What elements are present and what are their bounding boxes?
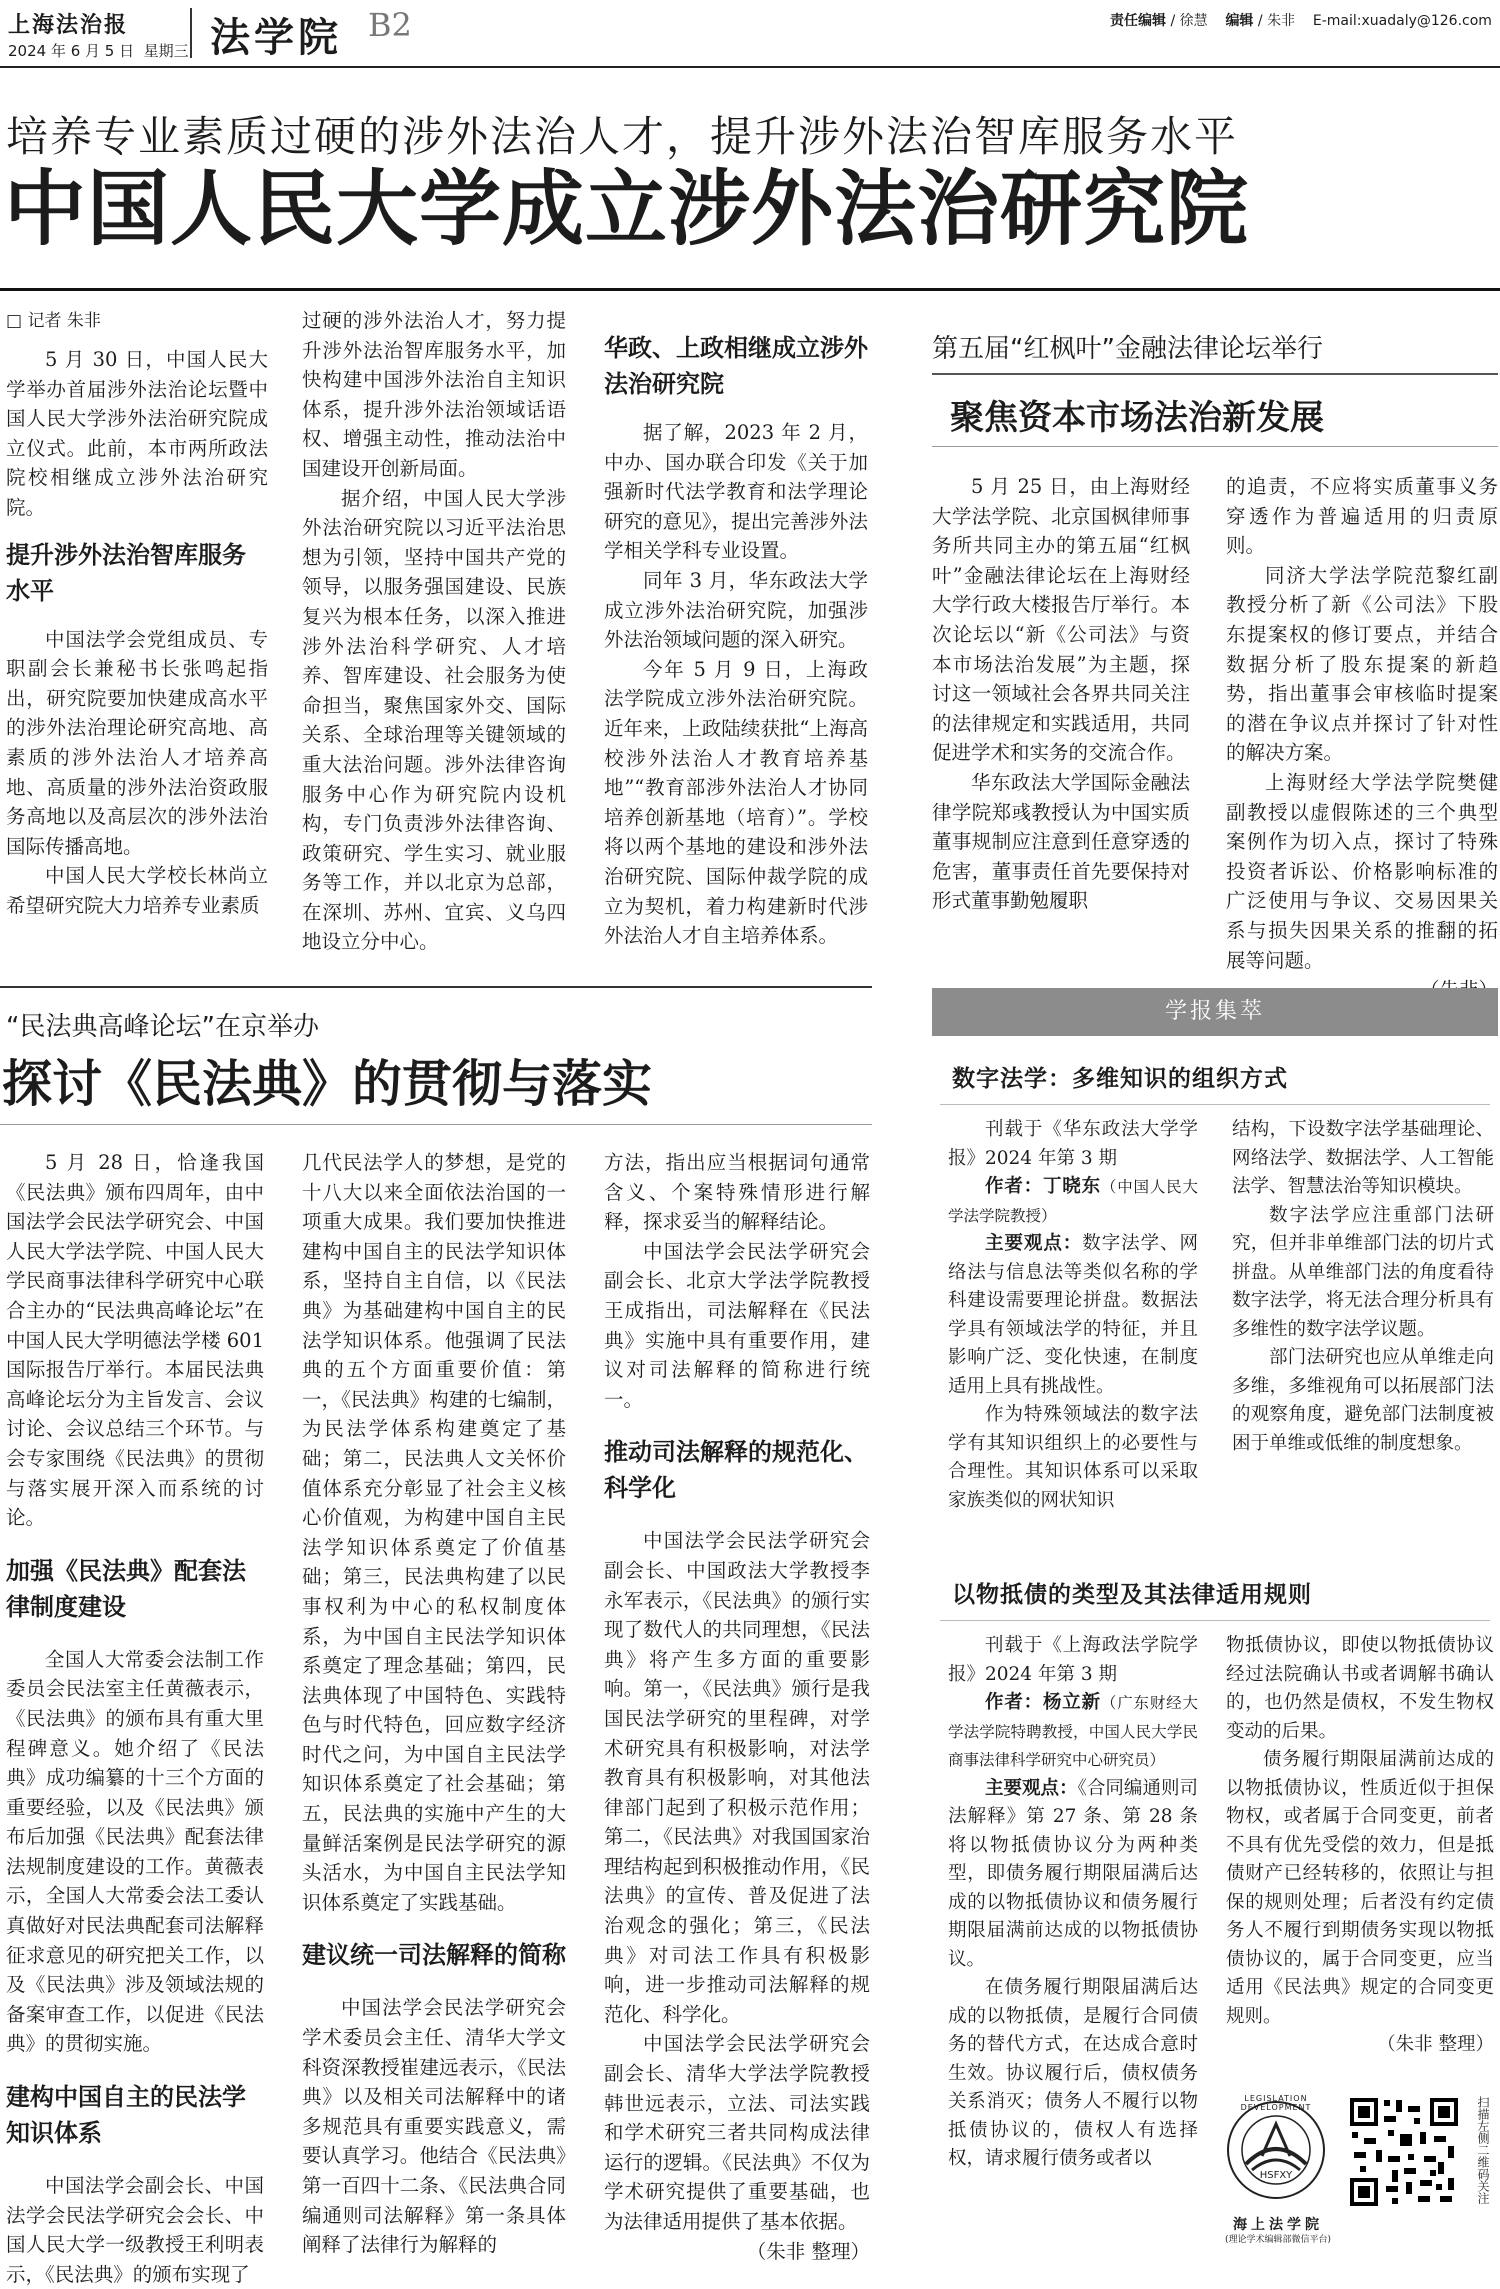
forum-paragraph: 的追责，不应将实质董事义务穿透作为普遍适用的归责原则。 [1226, 475, 1498, 558]
page-number: B2 [368, 6, 412, 44]
lead-subhead-1: 提升涉外法治智库服务水平 [6, 540, 246, 605]
digest-paragraph: 作为特殊领域法的数字法学有其知识组织上的必要性与合理性。其知识体系可以采取家族类似的网状知识 [948, 1404, 1198, 1511]
author-label: 作者： [985, 1176, 1043, 1197]
forum-kicker: 第五届“红枫叶”金融法律论坛举行 [932, 334, 1323, 364]
digest-paragraph: 数字法学应注重部门法研究，但并非单维部门法的切片式拼盘。从单维部门法的角度看待数字法学，将无法合理分析具有多维性的数字法学议题。 [1232, 1204, 1494, 1340]
civil-paragraph: 中国法学会民法学研究会副会长、北京大学法学院教授王成指出，司法解释在《民法典》实施中具有重要作用，建议对司法解释的简称进行统一。 [604, 1239, 870, 1411]
lead-paragraph: 5 月 30 日，中国人民大学举办首届涉外法治论坛暨中国人民大学涉外法治研究院成立仪式。此前，本市两所政法院校相继成立涉外法治研究院。 [6, 348, 268, 519]
civil-subhead-4: 推动司法解释的规范化、科学化 [604, 1438, 868, 1503]
lead-paragraph: 据介绍，中国人民大学涉外法治研究院以习近平法治思想为引领，坚持中国共产党的领导，以服务强国建设、民族复兴为根本任务，以深入推进涉外法治科学研究、人才培养、智库建设、社会服务为使命担当，聚焦国家外交、国际关系、全球治理等关键领域的重大法治问题。涉外法律咨询服务中心作为研究院内设机构，专门负责涉外法律咨询、政策研究、学生实习、就业服务等工作，并以北京为总部，在深圳、苏州、宜宾、义乌四地设立分中心。 [302, 486, 566, 954]
editor-name: 徐慧 [1179, 13, 1208, 29]
civil-paragraph: 5 月 28 日，恰逢我国《民法典》颁布四周年，由中国法学会民法学研究会、中国人民大学法学院、中国人民大学民商事法律科学研究中心联合主办的“民法典高峰论坛”在中国人民大学明德法学楼 601 国际报告厅举行。本届民法典高峰论坛分为主旨发言、会议讨论、会议总结三个环节。与会专家围绕《民法典》的贯彻与落实展开深入而系统的讨论。 [6, 1151, 264, 1530]
civil-paragraph: 中国法学会民法学研究会副会长、中国政法大学教授李永军表示，《民法典》的颁行实现了数代人的共同理想，《民法典》将产生多方面的重要影响。第一，《民法典》颁行是我国民法学研究的里程碑，对学术研究具有积极影响，对法学教育具有积极影响，对其他法律部门起到了积极示范作用；第二，《民法典》对我国国家治理结构起到积极推动作用，《民法典》的宣传、普及促进了法治观念的强化；第三，《民法典》对司法工作具有积极影响，进一步推动司法解释的规范化、科学化。 [604, 1529, 870, 2026]
lead-column-3 [604, 330, 868, 951]
view-text: 数字法学、网络法与信息法等类似名称的学科建设需要理论拼盘。数据法学具有领域法学的特征，并且影响广泛、变化快速，在制度适用上具有挑战性。 [948, 1233, 1198, 1397]
civil-paragraph: 方法，指出应当根据词句通常含义、个案特殊情形进行解释，探求妥当的解释结论。 [604, 1151, 870, 1234]
section-rule [0, 986, 872, 988]
emblem-ring-text: LEGISLATION DEVELOPMENT [1240, 2094, 1312, 2112]
qr-code[interactable] [1348, 2096, 1460, 2208]
digest-a1-column-1 [948, 1116, 1198, 1515]
wechat-badge [1212, 2090, 1498, 2245]
editor-credits: 责任编辑 / 徐慧 编辑 / 朱非 E-mail:xuadaly@126.com [1110, 13, 1492, 29]
digest-paragraph: 部门法研究也应从单维走向多维，多维视角可以拓展部门法的观察角度，避免部门法制度被困于单维或低维的制度想象。 [1232, 1347, 1494, 1454]
digest-paragraph: 结构，下设数字法学基础理论、网络法学、数据法学、人工智能法学、智慧法治等知识模块。 [1232, 1119, 1494, 1197]
lead-subhead-2: 华政、上政相继成立涉外法治研究院 [604, 334, 868, 398]
view-label: 主要观点： [985, 1233, 1083, 1254]
badge-name: 海上法学院 [1233, 2217, 1323, 2233]
digest-rule [940, 1620, 1490, 1621]
lead-paragraph: 同年 3 月，华东政法大学成立涉外法治研究院，加强涉外法治领域问题的深入研究。 [604, 568, 868, 652]
lead-paragraph: 中国人民大学校长林尚立希望研究院大力培养专业素质 [6, 864, 268, 917]
lead-byline: □ 记者 朱非 [6, 311, 101, 331]
lead-kicker: 培养专业素质过硬的涉外法治人才，提升涉外法治智库服务水平 [6, 112, 1239, 161]
forum-paragraph: 5 月 25 日，由上海财经大学法学院、北京国枫律师事务所共同主办的第五届“红枫叶”金融法律论坛在上海财经大学行政大楼报告厅举行。本次论坛以“新《公司法》与资本市场法治发展”为主题，探讨这一领域社会各界共同关注的法律规定和实践适用，共同促进学术和实务的交流合作。 [932, 475, 1190, 765]
digest-header-bar: 学报集萃 [932, 988, 1498, 1036]
author-name: 丁晓东 [1042, 1176, 1101, 1197]
forum-paragraph: 上海财经大学法学院樊健副教授以虚假陈述的三个典型案例作为切入点，探讨了特殊投资者诉讼、价格影响标准的广泛使用与争议、交易因果关系与损失因果关系的推翻的拓展等问题。 [1226, 770, 1498, 972]
digest-a2-column-2 [1226, 1632, 1494, 2060]
digest-a2-column-1 [948, 1632, 1198, 2174]
lead-headline: 中国人民大学成立涉外法治研究院 [4, 161, 1250, 257]
civil-paragraph: 中国法学会民法学研究会学术委员会主任、清华大学文科资深教授崔建远表示，《民法典》以及相关司法解释中的诸多规范具有重要实践意义，需要认真学习。他结合《民法典》第一百四十二条、《民法典合同编通则司法解释》第一条具体阐释了法律行为解释的 [302, 1996, 566, 2257]
issue-date [8, 40, 189, 61]
view-text: 《合同编通则司法解释》第 27 条、第 28 条将以物抵债协议分为两种类型，即债务履行期限届满后达成的以物抵债协议和债务履行期限届满前达成的以物抵债协议。 [948, 1777, 1198, 1970]
civil-kicker: “民法典高峰论坛”在京举办 [6, 1012, 319, 1042]
editor-email: E-mail:xuadaly@126.com [1312, 13, 1492, 29]
civil-column-3 [604, 1148, 870, 2266]
civil-column-2 [302, 1148, 566, 2260]
digest-signature: （朱非 整理） [1377, 2034, 1494, 2055]
author-note: （广东财经大学法学院特聘教授，中国人民大学民商事法律科学研究中心研究员） [948, 1694, 1198, 1769]
digest-paragraph: 债务履行期限届满前达成的以物抵债协议，性质近似于担保物权，或者属于合同变更，前者不具有优先受偿的效力，但是抵债财产已经转移的，依照让与担保的规则处理；后者没有约定债务人不履行到期债务实现以物抵债协议的，属于合同变更，应当适用《民法典》规定的合同变更规则。 [1226, 1749, 1494, 2027]
masthead-rule [0, 66, 1500, 68]
emblem-graphic [1212, 2094, 1340, 2214]
civil-headline: 探讨《民法典》的贯彻与落实 [2, 1054, 652, 1113]
civil-signature: （朱非 整理） [746, 2239, 870, 2263]
date-text: 2024 年 6 月 5 日 [8, 42, 135, 60]
badge-subtitle: (理论学术编辑部微信平台) [1224, 2235, 1332, 2245]
view-label: 主要观点： [985, 1777, 1078, 1799]
masthead [0, 0, 1500, 70]
digest-paragraph: 物抵债协议，即使以物抵债协议经过法院确认书或者调解书确认的，也仍然是债权，不发生物权变动的后果。 [1226, 1635, 1494, 1742]
qr-code-graphic [1348, 2096, 1460, 2208]
qr-hint: 扫描左侧二维码关注 [1476, 2096, 1490, 2204]
digest-source: 刊载于《上海政法学院学报》2024 年第 3 期 [948, 1635, 1198, 1685]
digest-rule [940, 1104, 1490, 1105]
civil-paragraph: 几代民法学人的梦想，是党的十八大以来全面依法治国的一项重大成果。我们要加快推进建构中国自主的民法学知识体系，坚持自主自信，以《民法典》为基础建构中国自主的民法学知识体系。他强调了民法典的五个方面重要价值：第一，《民法典》构建的七编制，为民法学体系构建奠定了基础；第二，民法典人文关怀价值体系充分彰显了社会主义核心价值观，为构建中国自主民法学知识体系奠定了价值基础；第三，民法典构建了以民事权利为中心的私权制度体系，为中国自主民法学知识体系奠定了理念基础；第四，民法典体现了中国特色、实践特色与时代特色，回应数字经济时代之问，为中国自主民法学知识体系奠定了社会基础；第五，民法典的实施中产生的大量鲜活案例是民法学研究的源头活水，为中国自主民法学知识体系奠定了实践基础。 [302, 1151, 566, 1914]
digest-source: 刊载于《华东政法大学学报》2024 年第 3 期 [948, 1119, 1198, 1169]
lead-column-2 [302, 306, 566, 957]
author-note: （中国人民大学法学院教授） [948, 1178, 1198, 1225]
digest-article-2-title: 以物抵债的类型及其法律适用规则 [952, 1582, 1312, 1608]
civil-rule [0, 1124, 872, 1125]
emblem-text: HSFXY [1259, 2170, 1293, 2181]
forum-rule-2 [932, 446, 1498, 447]
forum-paragraph: 同济大学法学院范黎红副教授分析了新《公司法》下股东提案权的修订要点，并结合数据分析了股东提案的新趋势，指出董事会审核临时提案的潜在争议点并探讨了针对性的解决方案。 [1226, 563, 1498, 765]
masthead-divider [190, 8, 192, 58]
forum-column-1 [932, 472, 1190, 916]
editor2-label: 编辑 [1225, 13, 1254, 29]
forum-rule [932, 373, 1498, 375]
school-emblem [1212, 2094, 1340, 2214]
civil-subhead-3: 建议统一司法解释的简称 [302, 1941, 566, 1970]
lead-paragraph: 中国法学会党组成员、专职副会长兼秘书长张鸣起指出，研究院要加快建成高水平的涉外法治理论研究高地、高素质的涉外法治人才培养高地、高质量的涉外法治资政服务高地以及高层次的涉外法治国际传播高地。 [6, 627, 268, 858]
author-label: 作者： [985, 1692, 1043, 1713]
editor2-name: 朱非 [1267, 13, 1296, 29]
digest-paragraph: 在债务履行期限届满后达成的以物抵债，是履行合同债务的替代方式，在达成合意时生效。协议履行后，债权债务关系消灭；债务人不履行以物抵债协议的，债权人有选择权，请求履行债务或者以 [948, 1977, 1198, 2169]
section-title: 法学院 [210, 15, 342, 61]
civil-paragraph: 中国法学会副会长、中国法学会民法学研究会会长、中国人民大学一级教授王利明表示，《民法典》的颁布实现了 [6, 2174, 264, 2286]
lead-paragraph: 据了解，2023 年 2 月，中办、国办联合印发《关于加强新时代法学教育和法学理论研究的意见》，提出完善涉外法学相关学科专业设置。 [604, 421, 868, 563]
lead-rule [0, 288, 1500, 291]
author-name: 杨立新 [1042, 1692, 1101, 1713]
weekday-text: 星期三 [143, 42, 189, 60]
lead-paragraph: 今年 5 月 9 日，上海政法学院成立涉外法治研究院。近年来，上政陆续获批“上海高校涉外法治人才教育培养基地”“教育部涉外法治人才协同培养创新基地（培育）”。学校将以两个基地的建设和涉外法治研究院、国际仲裁学院的成立为契机，着力构建新时代涉外法治人才自主培养体系。 [604, 657, 868, 948]
forum-headline: 聚焦资本市场法治新发展 [950, 398, 1324, 438]
digest-article-1-title: 数字法学：多维知识的组织方式 [952, 1066, 1288, 1092]
lead-column-1 [6, 306, 268, 921]
civil-paragraph: 全国人大常委会法制工作委员会民法室主任黄薇表示，《民法典》的颁布具有重大里程碑意义。她介绍了《民法典》成功编纂的十三个方面的重要经验，以及《民法典》颁布后加强《民法典》配套法律法规制度建设的工作。黄薇表示，全国人大常委会法工委认真做好对民法典配套司法解释征求意见的研究把关工作，以及《民法典》涉及领域法规的备案审查工作，以促进《民法典》的贯彻实施。 [6, 1647, 264, 2056]
civil-subhead-1: 加强《民法典》配套法律制度建设 [6, 1556, 246, 1621]
civil-subhead-2: 建构中国自主的民法学知识体系 [6, 2083, 246, 2148]
civil-paragraph: 中国法学会民法学研究会副会长、清华大学法学院教授韩世远表示，立法、司法实践和学术研究三者共同构成法律运行的逻辑。《民法典》不仅为学术研究提供了重要基础，也为法律适用提供了基本依据。 [604, 2032, 870, 2233]
newspaper-logo: 上海法治报 [8, 12, 129, 38]
editor-label: 责任编辑 [1110, 13, 1166, 29]
forum-paragraph: 华东政法大学国际金融法律学院郑彧教授认为中国实质董事规制应注意到任意穿透的危害，董事责任首先要保持对形式董事勤勉履职 [932, 770, 1190, 913]
digest-a1-column-2 [1232, 1116, 1494, 1458]
forum-column-2 [1226, 472, 1498, 1005]
civil-column-1 [6, 1148, 264, 2289]
lead-paragraph: 过硬的涉外法治人才，努力提升涉外法治智库服务水平，加快构建中国涉外法治自主知识体系，提升涉外法治领域话语权、增强主动性，推动法治中国建设开创新局面。 [302, 309, 566, 480]
